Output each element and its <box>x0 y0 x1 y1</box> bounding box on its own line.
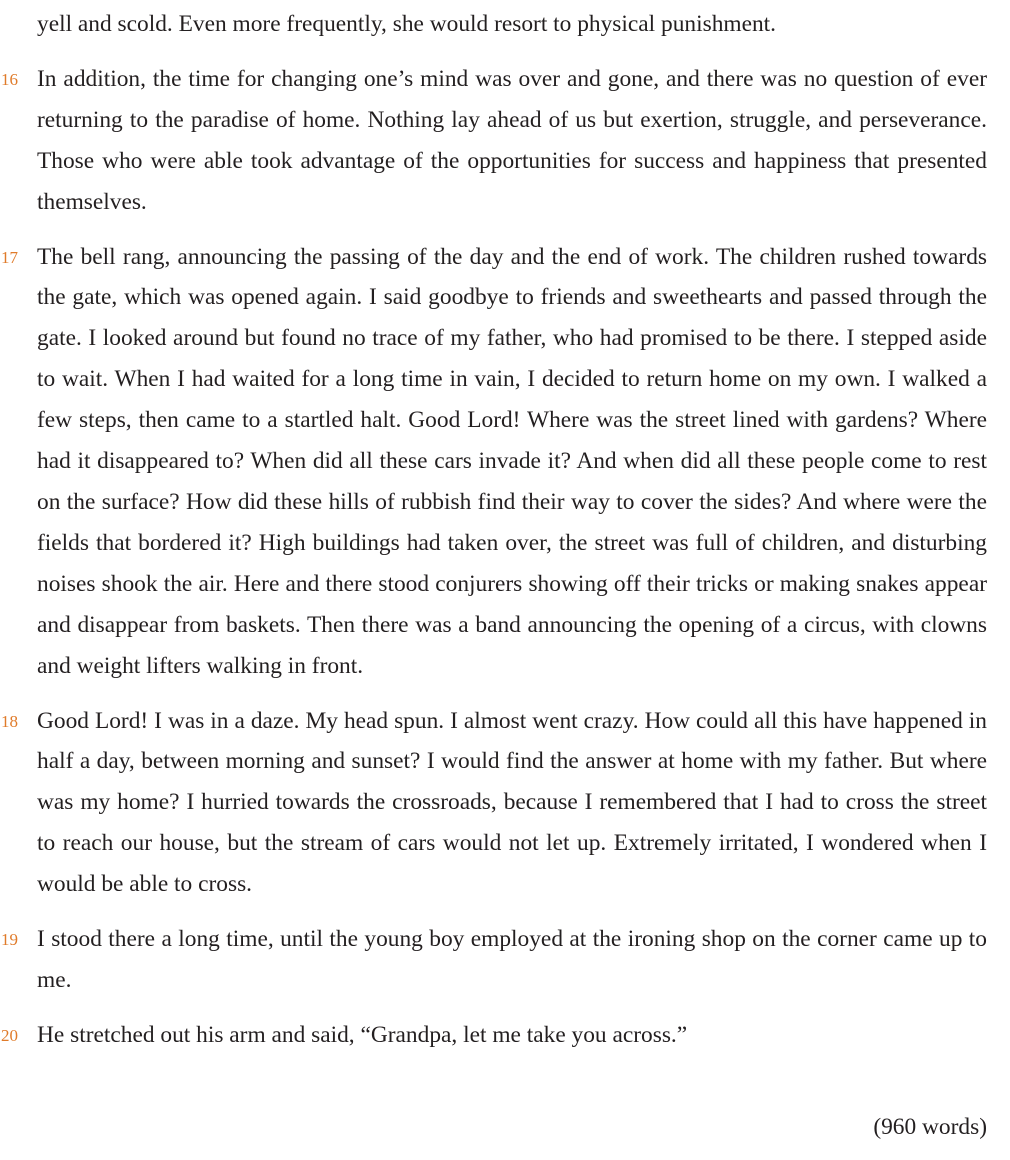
paragraph-text: The bell rang, announcing the passing of the day and the end of work. The children rushed towards the gate, which was opened again. I said goodbye to friends and sweethearts and passed through the gate. I looked around but found no trace of my father, who had promised to be there. I stepped aside to wait. When I had waited for a long time in vain, I decided to return home on my own. I walked a few steps, then came to a startled halt. Good Lord! Where was the street lined with gardens? Where had it disappeared to? When did all these cars invade it? And when did all these people come to rest on the surface? How did these hills of rubbish find their way to cover the sides? And where were the fields that bordered it? High buildings had taken over, the street was full of children, and disturbing noises shook the air. Here and there stood conjurers showing off their tricks or making snakes appear and disappear from baskets. Then there was a band announcing the opening of a circus, with clowns and weight lifters walking in front. <box>37 243 987 679</box>
paragraph-number: 18 <box>1 711 18 731</box>
paragraph-text: Good Lord! I was in a daze. My head spun. I almost went crazy. How could all this have happened in half a day, between morning and sunset? I would find the answer at home with my father. But where was my home? I hurried towards the crossroads, because I remembered that I had to cross the street to reach our house, but the stream of cars would not let up. Extremely irritated, I wondered when I would be able to cross. <box>37 707 987 898</box>
paragraph-text: He stretched out his arm and said, “Grandpa, let me take you across.” <box>37 1021 688 1048</box>
paragraph-18 <box>0 701 987 906</box>
paragraph-text: yell and scold. Even more frequently, she would resort to physical punishment. <box>37 11 777 37</box>
paragraph-number: 16 <box>1 69 18 89</box>
paragraph-text: I stood there a long time, until the young boy employed at the ironing shop on the corner came up to me. <box>37 926 987 993</box>
paragraph-number: 19 <box>1 930 18 950</box>
paragraph-number: 17 <box>1 247 18 267</box>
word-count: (960 words) <box>873 1114 987 1140</box>
paragraph-text: In addition, the time for changing one’s mind was over and gone, and there was no question of ever returning to the paradise of home. Nothing lay ahead of us but exertion, struggle, and perseverance. Those who were able took advantage of the opportunities for success and happiness that presented themselves. <box>37 65 987 215</box>
document-page <box>0 4 1010 1070</box>
paragraph-17 <box>0 237 987 687</box>
paragraph-16 <box>0 59 987 223</box>
paragraph-number: 20 <box>1 1025 18 1045</box>
paragraph-19 <box>0 919 987 1001</box>
paragraph-continued <box>0 4 987 45</box>
paragraph-20 <box>0 1015 987 1056</box>
